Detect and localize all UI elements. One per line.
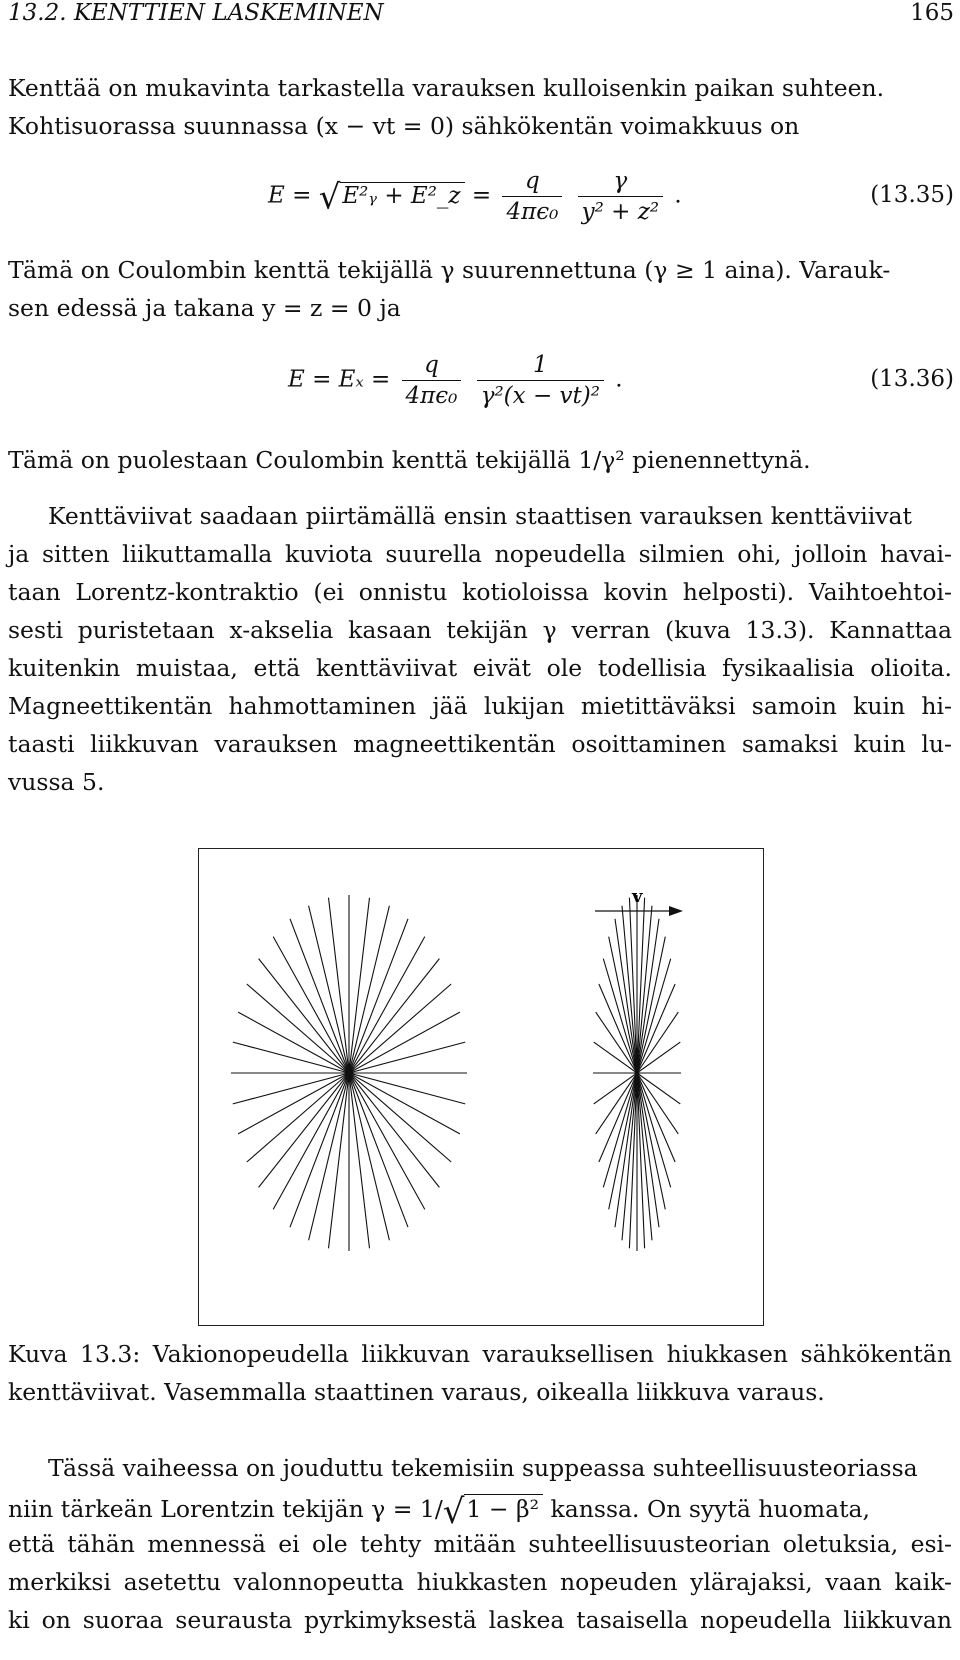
paragraph-4-line-4: sesti puristetaan x-akselia kasaan tekijän γ verran (kuva 13.3). Kannattaa — [8, 616, 952, 644]
static-charge — [346, 1070, 352, 1076]
paragraph-2-line-1: Tämä on Coulombin kenttä tekijällä γ suurennettuna (γ ≥ 1 aina). Varauk- — [8, 256, 891, 284]
velocity-arrow-head — [669, 906, 683, 916]
eq1-fraction-1 — [502, 168, 562, 225]
paragraph-2-line-2: sen edessä ja takana y = z = 0 ja — [8, 294, 401, 322]
paragraph-4-line-2: ja sitten liikuttamalla kuviota suurella nopeudella silmien ohi, jolloin havai- — [8, 540, 952, 568]
eq1-frac2-denominator: y² + z² — [581, 199, 660, 225]
field-lines-diagram — [199, 849, 763, 1325]
equation-13-35 — [268, 168, 682, 225]
eq1-radicand: E²ᵧ + E²_z — [340, 182, 464, 209]
eq1-period: . — [674, 182, 682, 209]
paragraph-3-line-1: Tämä on puolestaan Coulombin kenttä tekijällä 1/γ² pienennettynä. — [8, 446, 811, 474]
running-header-section: 13.2. KENTTIEN LASKEMINEN — [8, 0, 384, 26]
paragraph-1-line-2: Kohtisuorassa suunnassa (x − vt = 0) sähkökentän voimakkuus on — [8, 112, 800, 140]
paragraph-5-line-3: että tähän mennessä ei ole tehty mitään suhteellisuusteorian oletuksia, esi- — [8, 1530, 952, 1558]
eq1-equals: = — [471, 182, 492, 209]
paragraph-5-line-2 — [8, 1492, 870, 1532]
eq2-lhs: E = Eₓ = — [288, 366, 391, 393]
eq1-frac1-numerator: q — [502, 168, 562, 197]
equation-number-13-36: (13.36) — [870, 366, 954, 392]
eq2-frac2-numerator: 1 — [477, 352, 604, 381]
paragraph-4-line-3: taan Lorentz-kontraktio (ei onnistu kotioloissa kovin helposti). Vaihtoehtoi- — [8, 578, 952, 606]
equation-13-36 — [288, 352, 623, 409]
paragraph-4-line-1: Kenttäviivat saadaan piirtämällä ensin staattisen varauksen kenttäviivat — [48, 502, 912, 530]
figure-13-3 — [198, 848, 764, 1326]
paragraph-4-line-5: kuitenkin muistaa, että kenttäviivat eivät ole todellisia fysikaalisia olioita. — [8, 654, 952, 682]
sqrt-sign-2: √ — [442, 1492, 465, 1532]
figure-caption-line-2: kenttäviivat. Vasemmalla staattinen varaus, oikealla liikkuva varaus. — [8, 1378, 825, 1406]
page-number: 165 — [910, 0, 954, 26]
paragraph-4-line-7: taasti liikkuvan varauksen magneettikentän osoittaminen samaksi kuin lu- — [8, 730, 952, 758]
paragraph-1-line-1: Kenttää on mukavinta tarkastella varauksen kulloisenkin paikan suhteen. — [8, 74, 885, 102]
lorentz-radicand: 1 − β² — [464, 1494, 543, 1523]
eq1-lhs: E = — [268, 182, 312, 209]
eq2-frac1-denominator: 4πϵ₀ — [405, 383, 458, 409]
eq1-frac1-denominator: 4πϵ₀ — [506, 199, 559, 225]
moving-charge — [635, 1071, 640, 1076]
eq2-frac2-denominator: γ²(x − vt)² — [480, 383, 600, 409]
paragraph-5-line-5: ki on suoraa seurausta pyrkimyksestä laskea tasaisella nopeudella liikkuvan — [8, 1606, 952, 1634]
eq2-fraction-1 — [402, 352, 462, 409]
paragraph-4-line-6: Magneettikentän hahmottaminen jää lukijan mietittäväksi samoin kuin hi- — [8, 692, 952, 720]
figure-caption-line-1: Kuva 13.3: Vakionopeudella liikkuvan varauksellisen hiukkasen sähkökentän — [8, 1340, 952, 1368]
velocity-label: v — [632, 886, 643, 907]
paragraph-5-line-1: Tässä vaiheessa on jouduttu tekemisiin suppeassa suhteellisuusteoriassa — [48, 1454, 918, 1482]
eq2-period: . — [615, 366, 623, 393]
eq1-fraction-2 — [578, 168, 663, 225]
paragraph-4-line-8: vussa 5. — [8, 768, 105, 796]
eq2-frac1-numerator: q — [402, 352, 462, 381]
paragraph-5-line-4: merkiksi asetettu valonnopeutta hiukkasten nopeuden ylärajaksi, vaan kaik- — [8, 1568, 952, 1596]
paragraph-5-line-2-start: niin tärkeän Lorentzin tekijän γ = 1/ — [8, 1495, 443, 1523]
paragraph-5-line-2-end: kanssa. On syytä huomata, — [550, 1495, 870, 1523]
sqrt-sign: √ — [318, 177, 341, 218]
eq1-frac2-numerator: γ — [578, 168, 663, 197]
equation-number-13-35: (13.35) — [870, 182, 954, 208]
eq2-fraction-2 — [477, 352, 604, 409]
